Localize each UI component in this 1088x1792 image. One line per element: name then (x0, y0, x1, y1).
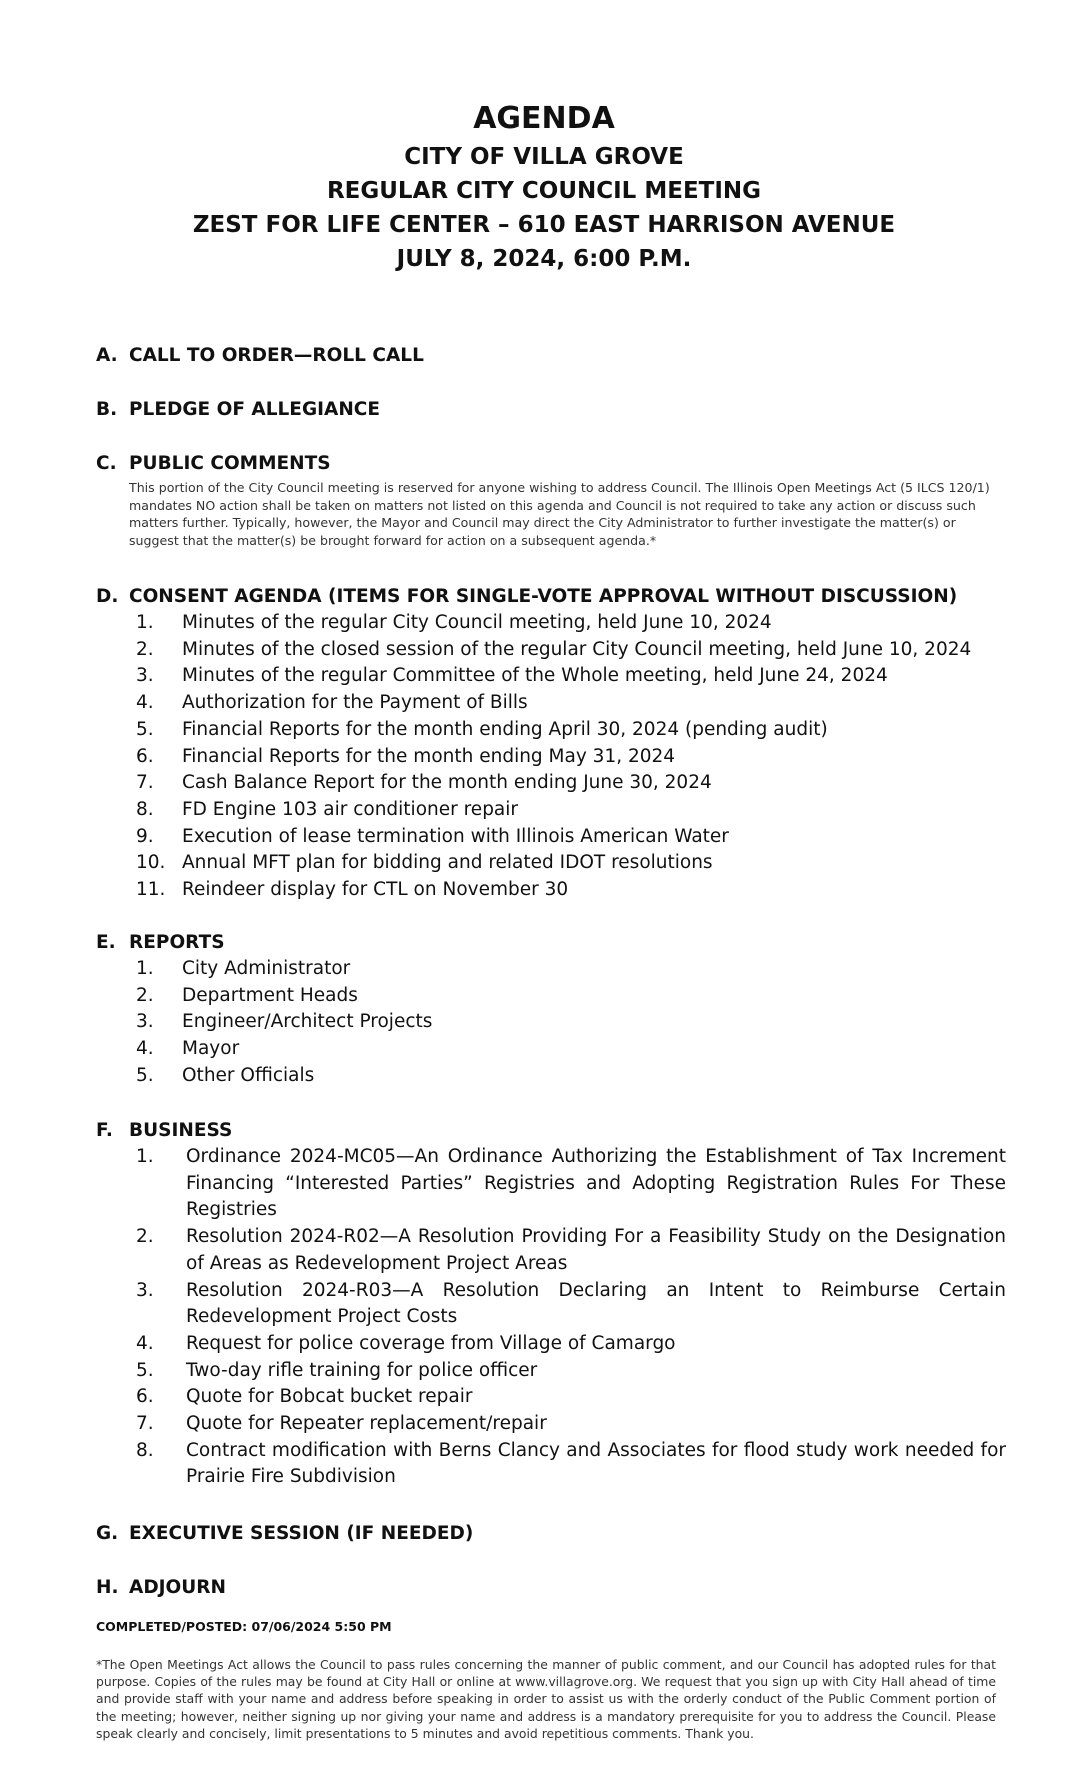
item-text: Minutes of the regular Committee of the Whole meeting, held June 24, 2024 (182, 665, 888, 687)
item-number: 1. (136, 612, 154, 633)
item-text: Engineer/Architect Projects (182, 1011, 433, 1033)
item-number: 2. (136, 1226, 154, 1248)
section-title: ADJOURN (129, 1577, 227, 1598)
item-text: Quote for Repeater replacement/repair (186, 1413, 547, 1435)
item-text: Execution of lease termination with Illinois American Water (182, 825, 729, 847)
item-number: 6. (136, 745, 154, 767)
item-number: 8. (136, 798, 154, 820)
list-item (96, 717, 996, 744)
item-text: Quote for Bobcat bucket repair (186, 1386, 473, 1408)
section-letter: F. (96, 1120, 113, 1141)
meeting-type: REGULAR CITY COUNCIL MEETING (326, 178, 762, 204)
item-number: 8. (136, 1439, 154, 1461)
section-title: BUSINESS (129, 1120, 233, 1141)
item-text: Minutes of the regular City Council meeting, held June 10, 2024 (182, 612, 772, 633)
item-number: 4. (136, 1038, 154, 1060)
item-number: 7. (136, 772, 154, 794)
list-item (96, 1144, 1006, 1224)
list-item (96, 1036, 996, 1063)
section-title: CALL TO ORDER—ROLL CALL (129, 345, 424, 366)
item-number: 5. (136, 718, 154, 740)
item-text: City Administrator (182, 958, 351, 979)
item-number: 3. (136, 1011, 154, 1033)
list-item (96, 850, 996, 877)
list-item (96, 797, 996, 824)
item-text: Authorization for the Payment of Bills (182, 692, 528, 714)
list-item (96, 1411, 996, 1438)
item-number: 5. (136, 1064, 154, 1086)
item-text: Minutes of the closed session of the regular City Council meeting, held June 10, 2024 (182, 638, 972, 660)
item-text: Other Officials (182, 1064, 315, 1086)
list-item (96, 744, 996, 771)
list-item (96, 1278, 1006, 1331)
section-letter: C. (96, 453, 117, 474)
section-title: PUBLIC COMMENTS (129, 453, 331, 474)
city-name: CITY OF VILLA GROVE (404, 144, 684, 170)
list-item (96, 690, 996, 717)
item-text: Annual MFT plan for bidding and related IDOT resolutions (182, 852, 713, 874)
item-text: Financial Reports for the month ending April 30, 2024 (pending audit) (182, 718, 828, 740)
item-number: 9. (136, 825, 154, 847)
item-number: 6. (136, 1386, 154, 1408)
item-text: Mayor (182, 1038, 240, 1060)
item-text: Contract modification with Berns Clancy and Associates for flood study work needed for Prairie Fire Subdivision (186, 1439, 1006, 1488)
footnote: *The Open Meetings Act allows the Council to pass rules concerning the manner of public comment, and our Council has adopted rules for that purpose. Copies of the rules may be found at City Hall or online at www.villagrove.org. We request that you sign up with City Hall ahead of time and provide staff with your name and address before speaking in order to assist us with the orderly conduct of the Public Comment portion of the meeting; however, neither signing up nor giving your name and address is a mandatory prerequisite for you to address the Council. Please speak clearly and concisely, limit presentations to 5 minutes and avoid repetitious comments. Thank you. (96, 1657, 996, 1741)
section-title: PLEDGE OF ALLEGIANCE (129, 399, 381, 420)
list-item (96, 983, 996, 1010)
meeting-date: JULY 8, 2024, 6:00 P.M. (396, 246, 692, 272)
list-item (96, 637, 996, 664)
item-number: 4. (136, 1332, 154, 1354)
item-number: 4. (136, 692, 154, 714)
list-item (96, 1063, 996, 1090)
item-text: Request for police coverage from Village of Camargo (186, 1332, 676, 1354)
section-reports (96, 930, 996, 1090)
section-executive-session (96, 1521, 996, 1547)
item-text: Cash Balance Report for the month ending June 30, 2024 (182, 772, 712, 794)
item-text: FD Engine 103 air conditioner repair (182, 798, 519, 820)
report-items (96, 956, 996, 1090)
item-number: 5. (136, 1359, 154, 1381)
item-number: 1. (136, 958, 154, 979)
item-number: 3. (136, 1279, 154, 1301)
item-number: 1. (136, 1146, 154, 1167)
business-items (96, 1144, 1006, 1491)
list-item (96, 1224, 1006, 1277)
section-letter: B. (96, 399, 118, 420)
item-number: 2. (136, 638, 154, 660)
section-public-comments (96, 451, 996, 549)
item-number: 3. (136, 665, 154, 687)
section-pledge (96, 397, 996, 423)
section-business (96, 1118, 1006, 1491)
item-text: Resolution 2024-R02—A Resolution Providing For a Feasibility Study on the Designation of Areas as Redevelopment Project Areas (186, 1226, 1006, 1274)
item-text: Two-day rifle training for police officer (186, 1359, 538, 1381)
item-number: 10. (136, 852, 166, 874)
section-title: CONSENT AGENDA (ITEMS FOR SINGLE-VOTE APPROVAL WITHOUT DISCUSSION) (129, 586, 958, 607)
list-item (96, 1438, 1006, 1491)
list-item (96, 1009, 996, 1036)
page-title: AGENDA (473, 101, 615, 136)
section-call-to-order (96, 343, 996, 369)
list-item (96, 1331, 996, 1358)
item-text: Reindeer display for CTL on November 30 (182, 879, 569, 901)
section-title: REPORTS (129, 932, 225, 953)
list-item (96, 824, 996, 851)
list-item (96, 663, 996, 690)
section-letter: E. (96, 932, 116, 953)
section-letter: H. (96, 1577, 119, 1598)
item-number: 2. (136, 984, 154, 1006)
section-letter: A. (96, 345, 118, 366)
agenda-header (0, 98, 1088, 276)
list-item (96, 610, 996, 637)
list-item (96, 877, 996, 904)
list-item (96, 956, 996, 983)
posted-stamp: COMPLETED/POSTED: 07/06/2024 5:50 PM (96, 1619, 392, 1634)
section-consent-agenda (96, 584, 996, 904)
section-title: EXECUTIVE SESSION (IF NEEDED) (129, 1523, 474, 1544)
item-number: 7. (136, 1413, 154, 1435)
meeting-location: ZEST FOR LIFE CENTER – 610 EAST HARRISON AVENUE (192, 212, 896, 238)
item-text: Ordinance 2024-MC05—An Ordinance Authorizing the Establishment of Tax Increment Financing “Interested Parties” Registries and Adopting Registration Rules For These Registries (186, 1146, 1006, 1221)
section-adjourn (96, 1575, 996, 1601)
consent-items (96, 610, 996, 904)
item-number: 11. (136, 879, 166, 901)
list-item (96, 1384, 996, 1411)
item-text: Financial Reports for the month ending May 31, 2024 (182, 745, 676, 767)
list-item (96, 770, 996, 797)
section-letter: D. (96, 586, 119, 607)
section-letter: G. (96, 1523, 119, 1544)
item-text: Department Heads (182, 984, 358, 1006)
list-item (96, 1358, 996, 1385)
public-comments-note: This portion of the City Council meeting is reserved for anyone wishing to address Council. The Illinois Open Meetings Act (5 ILCS 120/1) mandates NO action shall be taken on matters not listed on this agenda and Council is not required to take any action or discuss such matters further. Typically, however, the Mayor and Council may direct the City Administrator to further investigate the matter(s) or suggest that the matter(s) be brought forward for action on a subsequent agenda.* (129, 480, 990, 548)
item-text: Resolution 2024-R03—A Resolution Declaring an Intent to Reimburse Certain Redevelopment Project Costs (186, 1279, 1006, 1328)
